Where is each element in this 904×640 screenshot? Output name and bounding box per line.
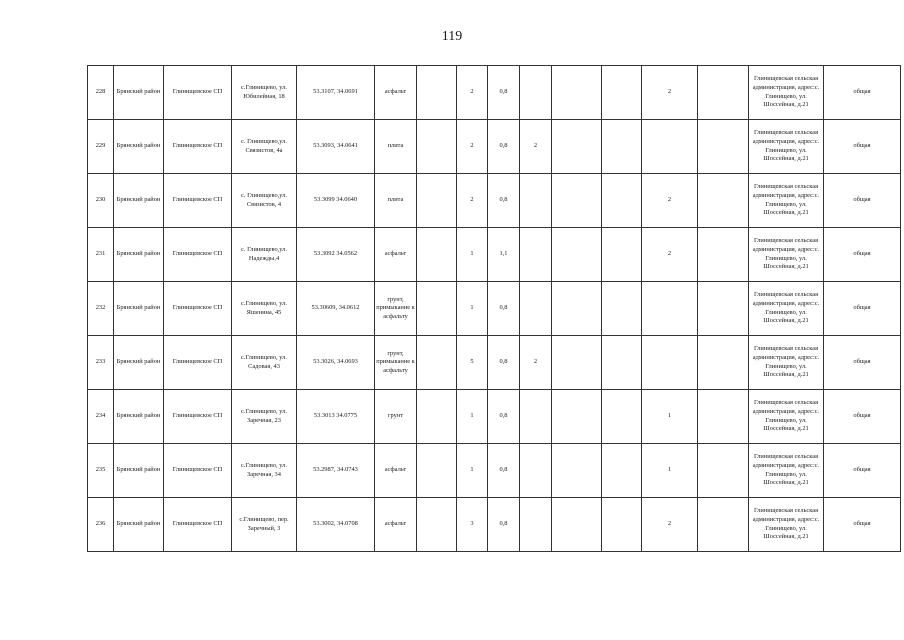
col12-cell xyxy=(602,444,642,498)
surface-cell: плита xyxy=(375,174,417,228)
count-cell: 1 xyxy=(457,228,488,282)
ownership-cell: общая xyxy=(824,444,901,498)
row-number: 228 xyxy=(88,66,114,120)
col10-cell xyxy=(520,282,552,336)
width-cell: 0,8 xyxy=(488,282,520,336)
district-cell: Брянский район xyxy=(114,498,164,552)
count-cell: 1 xyxy=(457,444,488,498)
col12-cell xyxy=(602,282,642,336)
col12-cell xyxy=(602,336,642,390)
col12-cell xyxy=(602,228,642,282)
row-number: 236 xyxy=(88,498,114,552)
col12-cell xyxy=(602,390,642,444)
district-cell: Брянский район xyxy=(114,66,164,120)
width-cell: 0,8 xyxy=(488,336,520,390)
col11-cell xyxy=(552,174,602,228)
coordinates-cell: 53.2987, 34.0743 xyxy=(297,444,375,498)
ownership-cell: общая xyxy=(824,336,901,390)
count-cell: 1 xyxy=(457,390,488,444)
table-row xyxy=(88,228,901,282)
coordinates-cell: 53.3092 34.0562 xyxy=(297,228,375,282)
col14-cell xyxy=(698,390,749,444)
surface-cell: асфальт xyxy=(375,498,417,552)
address-cell: с.Глинищево, ул. Заречная, 23 xyxy=(232,390,297,444)
coordinates-cell: 53.3093, 34.0641 xyxy=(297,120,375,174)
col7-cell xyxy=(417,498,457,552)
col14-cell xyxy=(698,228,749,282)
col14-cell xyxy=(698,444,749,498)
settlement-cell: Глинищевское СП xyxy=(164,336,232,390)
owner-cell: Глинищевская сельская администрация, адрес:с. Глинищево, ул. Шоссейная, д.21 xyxy=(749,228,824,282)
settlement-cell: Глинищевское СП xyxy=(164,66,232,120)
address-cell: с. Глинищево,ул. Надежды,4 xyxy=(232,228,297,282)
table-row xyxy=(88,444,901,498)
owner-cell: Глинищевская сельская администрация, адрес:с. Глинищево, ул. Шоссейная, д.21 xyxy=(749,282,824,336)
col11-cell xyxy=(552,498,602,552)
registry-table xyxy=(87,65,901,552)
settlement-cell: Глинищевское СП xyxy=(164,228,232,282)
table-row xyxy=(88,282,901,336)
col7-cell xyxy=(417,336,457,390)
col7-cell xyxy=(417,66,457,120)
col14-cell xyxy=(698,498,749,552)
width-cell: 0,8 xyxy=(488,444,520,498)
col10-cell xyxy=(520,228,552,282)
count-cell: 5 xyxy=(457,336,488,390)
row-number: 235 xyxy=(88,444,114,498)
row-number: 230 xyxy=(88,174,114,228)
owner-cell: Глинищевская сельская администрация, адрес:с. Глинищево, ул. Шоссейная, д.21 xyxy=(749,444,824,498)
owner-cell: Глинищевская сельская администрация, адрес:с. Глинищево, ул. Шоссейная, д.21 xyxy=(749,66,824,120)
ownership-cell: общая xyxy=(824,282,901,336)
col14-cell xyxy=(698,282,749,336)
address-cell: с.Глинищево, ул. Заречная, 34 xyxy=(232,444,297,498)
coordinates-cell: 53.30609, 34.0612 xyxy=(297,282,375,336)
coordinates-cell: 53.3002, 34.0708 xyxy=(297,498,375,552)
surface-cell: асфальт xyxy=(375,444,417,498)
col10-cell: 2 xyxy=(520,336,552,390)
page-number: 119 xyxy=(441,29,463,44)
district-cell: Брянский район xyxy=(114,228,164,282)
settlement-cell: Глинищевское СП xyxy=(164,282,232,336)
col11-cell xyxy=(552,120,602,174)
address-cell: с.Глинищево, ул. Юбилейная, 18 xyxy=(232,66,297,120)
settlement-cell: Глинищевское СП xyxy=(164,498,232,552)
width-cell: 0,8 xyxy=(488,174,520,228)
col7-cell xyxy=(417,120,457,174)
table-row xyxy=(88,66,901,120)
ownership-cell: общая xyxy=(824,390,901,444)
district-cell: Брянский район xyxy=(114,444,164,498)
count-cell: 2 xyxy=(457,66,488,120)
settlement-cell: Глинищевское СП xyxy=(164,444,232,498)
surface-cell: грунт xyxy=(375,390,417,444)
row-number: 233 xyxy=(88,336,114,390)
owner-cell: Глинищевская сельская администрация, адрес:с. Глинищево, ул. Шоссейная, д.21 xyxy=(749,174,824,228)
address-cell: с. Глинищево,ул. Связистов, 4 xyxy=(232,174,297,228)
owner-cell: Глинищевская сельская администрация, адрес:с. Глинищево, ул. Шоссейная, д.21 xyxy=(749,498,824,552)
ownership-cell: общая xyxy=(824,120,901,174)
col13-cell xyxy=(642,282,698,336)
col12-cell xyxy=(602,120,642,174)
surface-cell: плита xyxy=(375,120,417,174)
coordinates-cell: 53.3107, 34.0691 xyxy=(297,66,375,120)
settlement-cell: Глинищевское СП xyxy=(164,174,232,228)
col12-cell xyxy=(602,66,642,120)
col11-cell xyxy=(552,66,602,120)
row-number: 229 xyxy=(88,120,114,174)
count-cell: 2 xyxy=(457,120,488,174)
col14-cell xyxy=(698,336,749,390)
surface-cell: грунт, примыкание к асфальту xyxy=(375,336,417,390)
table-row xyxy=(88,120,901,174)
settlement-cell: Глинищевское СП xyxy=(164,390,232,444)
coordinates-cell: 53.3013 34.0775 xyxy=(297,390,375,444)
coordinates-cell: 53.3099 34.0640 xyxy=(297,174,375,228)
col10-cell: 2 xyxy=(520,120,552,174)
width-cell: 0,8 xyxy=(488,120,520,174)
col7-cell xyxy=(417,444,457,498)
col11-cell xyxy=(552,390,602,444)
ownership-cell: общая xyxy=(824,174,901,228)
col7-cell xyxy=(417,174,457,228)
width-cell: 0,8 xyxy=(488,498,520,552)
width-cell: 1,1 xyxy=(488,228,520,282)
ownership-cell: общая xyxy=(824,228,901,282)
table-row xyxy=(88,174,901,228)
col10-cell xyxy=(520,390,552,444)
district-cell: Брянский район xyxy=(114,336,164,390)
col13-cell: 1 xyxy=(642,444,698,498)
col13-cell: 2 xyxy=(642,228,698,282)
row-number: 231 xyxy=(88,228,114,282)
table-row xyxy=(88,498,901,552)
col11-cell xyxy=(552,336,602,390)
settlement-cell: Глинищевское СП xyxy=(164,120,232,174)
col11-cell xyxy=(552,282,602,336)
address-cell: с.Глинищево, ул. Яшенина, 45 xyxy=(232,282,297,336)
col13-cell: 2 xyxy=(642,174,698,228)
district-cell: Брянский район xyxy=(114,120,164,174)
surface-cell: асфальт xyxy=(375,228,417,282)
district-cell: Брянский район xyxy=(114,174,164,228)
col13-cell xyxy=(642,336,698,390)
ownership-cell: общая xyxy=(824,498,901,552)
table-row xyxy=(88,336,901,390)
col14-cell xyxy=(698,66,749,120)
coordinates-cell: 53.3026, 34.0693 xyxy=(297,336,375,390)
address-cell: с.Глинищево, пер. Заречный, 3 xyxy=(232,498,297,552)
col13-cell: 2 xyxy=(642,498,698,552)
ownership-cell: общая xyxy=(824,66,901,120)
col7-cell xyxy=(417,390,457,444)
address-cell: с.Глинищево, ул. Садовая, 43 xyxy=(232,336,297,390)
col7-cell xyxy=(417,282,457,336)
col7-cell xyxy=(417,228,457,282)
address-cell: с. Глинищево,ул. Связистов, 4а xyxy=(232,120,297,174)
owner-cell: Глинищевская сельская администрация, адрес:с. Глинищево, ул. Шоссейная, д.21 xyxy=(749,390,824,444)
col14-cell xyxy=(698,174,749,228)
col13-cell xyxy=(642,120,698,174)
col10-cell xyxy=(520,66,552,120)
surface-cell: асфальт xyxy=(375,66,417,120)
col11-cell xyxy=(552,444,602,498)
width-cell: 0,8 xyxy=(488,390,520,444)
col12-cell xyxy=(602,174,642,228)
col10-cell xyxy=(520,444,552,498)
col10-cell xyxy=(520,498,552,552)
row-number: 232 xyxy=(88,282,114,336)
count-cell: 3 xyxy=(457,498,488,552)
col10-cell xyxy=(520,174,552,228)
col11-cell xyxy=(552,228,602,282)
width-cell: 0,8 xyxy=(488,66,520,120)
district-cell: Брянский район xyxy=(114,390,164,444)
count-cell: 1 xyxy=(457,282,488,336)
count-cell: 2 xyxy=(457,174,488,228)
table-row xyxy=(88,390,901,444)
district-cell: Брянский район xyxy=(114,282,164,336)
surface-cell: грунт, примыкание к асфальту xyxy=(375,282,417,336)
col13-cell: 1 xyxy=(642,390,698,444)
row-number: 234 xyxy=(88,390,114,444)
col14-cell xyxy=(698,120,749,174)
col12-cell xyxy=(602,498,642,552)
col13-cell: 2 xyxy=(642,66,698,120)
owner-cell: Глинищевская сельская администрация, адрес:с. Глинищево, ул. Шоссейная, д.21 xyxy=(749,120,824,174)
owner-cell: Глинищевская сельская администрация, адрес:с. Глинищево, ул. Шоссейная, д.21 xyxy=(749,336,824,390)
